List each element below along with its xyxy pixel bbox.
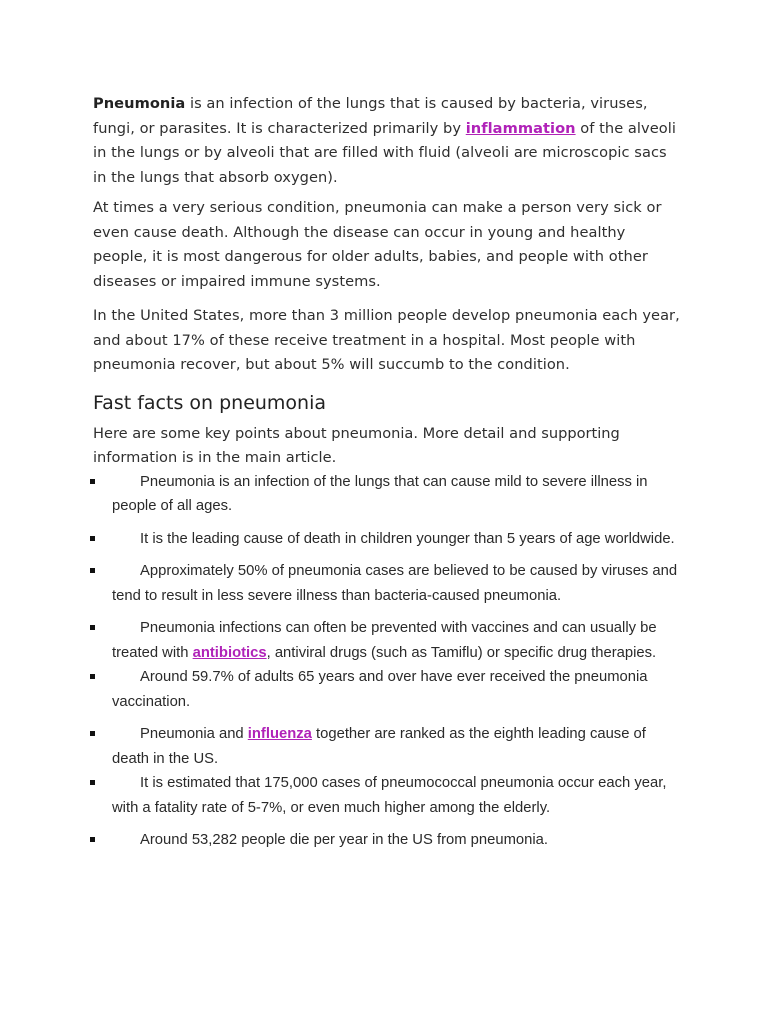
list-item <box>93 828 683 853</box>
list-item <box>93 771 683 820</box>
fact-text: Around 53,282 people die per year in the US from pneumonia. <box>140 832 548 848</box>
fast-facts-intro: Here are some key points about pneumonia. More detail and supporting information is in the main article. <box>93 424 620 466</box>
fact-text-before: Pneumonia and <box>140 726 248 742</box>
bullet-icon <box>90 568 95 573</box>
fact-text: It is estimated that 175,000 cases of pneumococcal pneumonia occur each year, with a fatality rate of 5-7%, or even much higher among the elderly. <box>112 775 667 816</box>
bullet-icon <box>90 780 95 785</box>
intro-paragraph <box>93 92 683 190</box>
bullet-icon <box>90 731 95 736</box>
bullet-icon <box>90 674 95 679</box>
fact-text: Around 59.7% of adults 65 years and over have ever received the pneumonia vaccination. <box>112 669 648 710</box>
fast-facts-list <box>93 470 683 853</box>
bullet-icon <box>90 625 95 630</box>
fast-facts-heading: Fast facts on pneumonia <box>93 391 327 414</box>
fact-text-after: , antiviral drugs (such as Tamiflu) or specific drug therapies. <box>266 644 657 661</box>
fact-text-before: Pneumonia infections can often be prevented with vaccines and can usually be treated with <box>112 620 657 661</box>
article-body <box>93 92 683 853</box>
bullet-icon <box>90 837 95 842</box>
bullet-icon <box>90 536 95 541</box>
link-antibiotics[interactable]: antibiotics <box>192 644 267 661</box>
list-item <box>93 559 683 608</box>
intro-text-a: is an infection of the lungs that is caused by bacteria, viruses, fungi, or parasites. It is characterized primarily by <box>93 95 648 137</box>
link-inflammation[interactable]: inflammation <box>465 119 576 137</box>
list-item <box>93 665 683 714</box>
bullet-icon <box>90 479 95 484</box>
list-item <box>93 527 683 552</box>
fact-text-after: together are ranked as the eighth leading cause of death in the US. <box>112 726 646 767</box>
intro-text-b: of the alveoli in the lungs or by alveoli that are filled with fluid (alveoli are microscopic sacs in the lungs that absorb oxygen). <box>93 119 676 186</box>
link-influenza[interactable]: influenza <box>247 726 312 742</box>
list-item <box>93 470 683 519</box>
fact-text: Pneumonia is an infection of the lungs that can cause mild to severe illness in people of all ages. <box>112 473 648 514</box>
statistics-paragraph: In the United States, more than 3 million people develop pneumonia each year, and about 17% of these receive treatment in a hospital. Most people with pneumonia recover, but about 5% will succumb to the condition. <box>93 307 680 373</box>
list-item <box>93 722 683 771</box>
fact-text: Approximately 50% of pneumonia cases are believed to be caused by viruses and tend to result in less severe illness than bacteria-caused pneumonia. <box>112 563 678 604</box>
severity-paragraph: At times a very serious condition, pneumonia can make a person very sick or even cause death. Although the disease can occur in young and healthy people, it is most dangerous for older adults, babies, and people with other diseases or impaired immune systems. <box>93 199 662 290</box>
term-pneumonia: Pneumonia <box>93 95 186 112</box>
fact-text: It is the leading cause of death in children younger than 5 years of age worldwide. <box>140 530 675 547</box>
list-item <box>93 616 683 665</box>
